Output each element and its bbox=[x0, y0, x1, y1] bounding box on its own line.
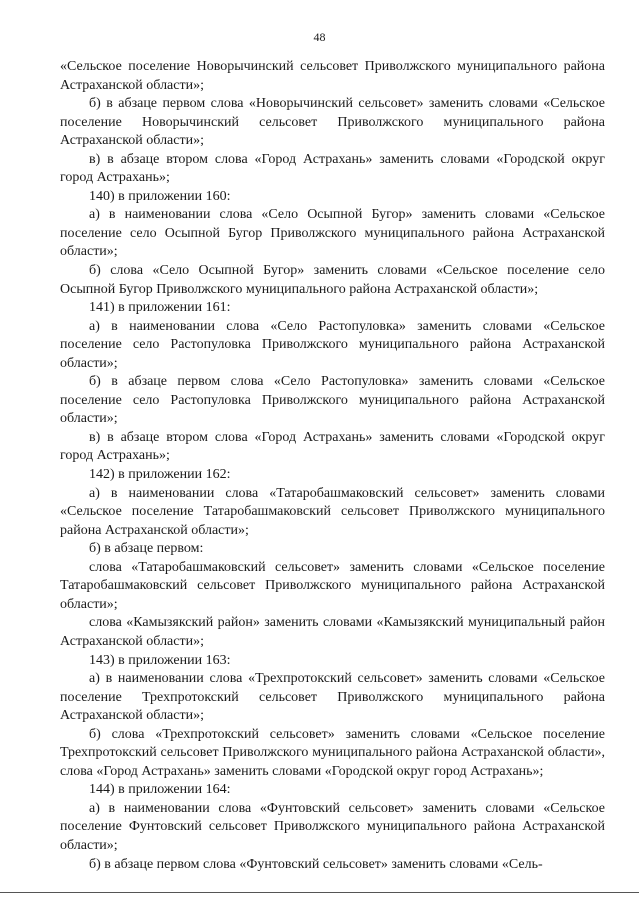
paragraph-21: б) в абзаце первом слова «Фунтовский сельсовет» заменить словами «Сель- bbox=[89, 856, 543, 872]
paragraph-13: б) в абзаце первом: bbox=[89, 541, 204, 557]
bottom-divider bbox=[0, 892, 639, 893]
paragraph-7: 141) в приложении 161: bbox=[89, 300, 231, 316]
page-number: 48 bbox=[313, 30, 326, 44]
paragraph-17: а) в наименовании слова «Трехпротокский сельсовет» заменить словами «Сельское поселение Трехпротокский сельсовет Приволжского муниципального района Астраханской области»; bbox=[60, 671, 605, 724]
paragraph-20: а) в наименовании слова «Фунтовский сельсовет» заменить словами «Сельское поселение Фунтовский сельсовет Приволжского муниципального района Астраханской области»; bbox=[60, 800, 605, 853]
paragraph-9: б) в абзаце первом слова «Село Растопуловка» заменить словами «Сельское поселение село Растопуловка Приволжского муниципального района Астраханской области»; bbox=[60, 374, 605, 427]
paragraph-5: а) в наименовании слова «Село Осыпной Бугор» заменить словами «Сельское поселение село Осыпной Бугор Приволжского муниципального района Астраханской области»; bbox=[60, 207, 605, 260]
paragraph-8: а) в наименовании слова «Село Растопуловка» заменить словами «Сельское поселение село Растопуловка Приволжского муниципального района Астраханской области»; bbox=[60, 318, 605, 371]
paragraph-6: б) слова «Село Осыпной Бугор» заменить словами «Сельское поселение село Осыпной Бугор Приволжского муниципального района Астраханской области»; bbox=[60, 263, 605, 297]
paragraph-18: б) слова «Трехпротокский сельсовет» заменить словами «Сельское поселение Трехпротокский сельсовет Приволжского муниципального района Астраханской области», слова «Город Астрахань» заменить словами «Городской округ город Астрахань»; bbox=[60, 726, 605, 779]
paragraph-11: 142) в приложении 162: bbox=[89, 467, 231, 483]
paragraph-2: б) в абзаце первом слова «Новорычинский сельсовет» заменить словами «Сельское поселение Новорычинский сельсовет Приволжского муниципального района Астраханской области»; bbox=[60, 96, 605, 149]
paragraph-4: 140) в приложении 160: bbox=[89, 188, 231, 204]
paragraph-12: а) в наименовании слова «Татаробашмаковский сельсовет» заменить словами «Сельское поселение Татаробашмаковский сельсовет Приволжского муниципального района Астраханской области»; bbox=[60, 485, 605, 538]
paragraph-15: слова «Камызякский район» заменить словами «Камызякский муниципальный район Астраханской области»; bbox=[60, 615, 605, 649]
paragraph-1: «Сельское поселение Новорычинский сельсовет Приволжского муниципального района Астраханской области»; bbox=[60, 59, 605, 93]
paragraph-14: слова «Татаробашмаковский сельсовет» заменить словами «Сельское поселение Татаробашмаковский сельсовет Приволжского муниципального района Астраханской области»; bbox=[60, 559, 605, 612]
paragraph-16: 143) в приложении 163: bbox=[89, 652, 231, 668]
paragraph-3: в) в абзаце втором слова «Город Астрахань» заменить словами «Городской округ город Астрахань»; bbox=[60, 151, 605, 186]
paragraph-10: в) в абзаце втором слова «Город Астрахань» заменить словами «Городской округ город Астрахань»; bbox=[60, 429, 605, 464]
paragraph-19: 144) в приложении 164: bbox=[89, 782, 231, 798]
document-body bbox=[60, 58, 605, 874]
